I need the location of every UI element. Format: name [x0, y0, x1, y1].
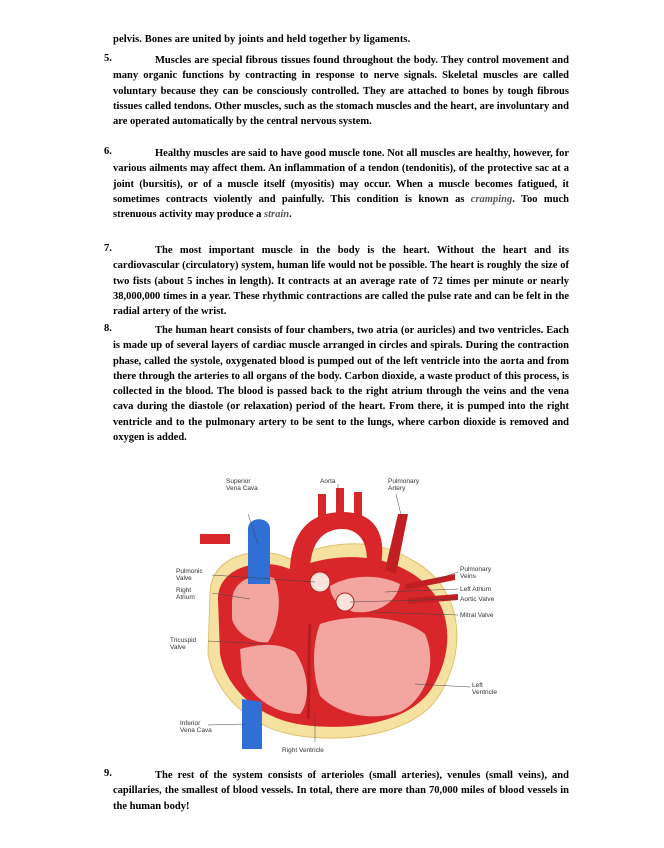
heart-illustration: [170, 474, 510, 759]
intro-line: pelvis. Bones are united by joints and held together by ligaments.: [113, 34, 411, 45]
item-number: 9.: [104, 768, 112, 779]
label-right-ventricle: Right Ventricle: [282, 747, 324, 754]
term-cramping: cramping: [470, 193, 513, 205]
label-pulmonic-valve: Pulmonic Valve: [176, 568, 203, 582]
text-before: Healthy muscles are said to have good muscle tone. Not all muscles are healthy, however, for various ailments may affect them. An inflammation of a tendon (tendonitis), of the protective sac at a joint (bursitis), or of a muscle itself (myositis) may occur. When a muscle becomes fatigued, it sometimes contracts violently and painfully. This condition is known as: [113, 148, 569, 205]
item-number: 6.: [104, 146, 112, 157]
paragraph-text: Muscles are special fibrous tissues found throughout the body. They control movement and many organic functions by contracting in response to nerve signals. Skeletal muscles are called voluntary because they can be consciously controlled. They are attached to bones by tough fibrous tissues called tendons. Other muscles, such as the stomach muscles and the heart, are involuntary and are operated automatically by the central nervous system.: [113, 55, 569, 128]
label-left-ventricle: Left Ventricle: [472, 682, 497, 696]
paragraph-9: [113, 768, 569, 814]
paragraph-text: The rest of the system consists of arterioles (small arteries), venules (small veins), and capillaries, the smallest of blood vessels. In total, there are more than 70,000 miles of blood vessels in the human body!: [113, 770, 569, 812]
label-pulmonary-veins: Pulmonary Veins: [460, 566, 492, 580]
label-aortic-valve: Aortic Valve: [460, 596, 495, 603]
paragraph-6: [113, 146, 569, 222]
text-middle: . Too much strenuous activity may produce a: [113, 193, 570, 221]
label-inferior-vena-cava: Inferior Vena Cava: [180, 720, 212, 734]
label-right-atrium: Right Atrium: [176, 587, 195, 601]
paragraph-5: [113, 53, 569, 129]
label-pulmonary-artery: Pulmonary Artery: [388, 478, 420, 492]
label-superior-vena-cava: Superior Vena Cava: [226, 478, 258, 492]
term-strain: strain: [264, 209, 290, 221]
label-aorta: Aorta: [320, 478, 336, 485]
text-after: .: [289, 209, 292, 221]
paragraph-8: [113, 323, 569, 445]
paragraph-text: The most important muscle in the body is the heart. Without the heart and its cardiovascular (circulatory) system, human life would not be possible. The heart is roughly the size of two fists (about 5 inches in length). It contracts at an average rate of 72 times per minute or nearly 38,000,000 times in a year. These rhythmic contractions are called the pulse rate and can be felt in the radial artery of the wrist.: [113, 245, 569, 318]
left-ventricle-chamber: [314, 617, 430, 716]
item-number: 5.: [104, 53, 112, 64]
label-tricuspid-valve: Tricuspid Valve: [170, 637, 197, 651]
paragraph-text: The human heart consists of four chambers, two atria (or auricles) and two ventricles. Each is made up of several layers of cardiac muscle arranged in circles and spirals. During the contraction phase, called the systole, oxygenated blood is pumped out of the left ventricle into the aorta and from there through the arteries to all organs of the body. Carbon dioxide, a waste product of this process, is collected in the blood. The blood is passed back to the right atrium through the veins and the vena cava during the diastole (or relaxation) period of the heart. From there, it is pumped into the right ventricle and to the pulmonary artery to be sent to the lungs, where carbon dioxide is removed and oxygen is added.: [113, 325, 569, 444]
paragraph-7: [113, 243, 569, 319]
label-left-atrium: Left Atrium: [460, 586, 492, 593]
label-mitral-valve: Mitral Valve: [460, 612, 494, 619]
superior-vena-cava: [248, 519, 270, 584]
item-number: 7.: [104, 243, 112, 254]
heart-diagram: [170, 474, 510, 759]
paragraph-text: [113, 146, 569, 222]
item-number: 8.: [104, 323, 112, 334]
